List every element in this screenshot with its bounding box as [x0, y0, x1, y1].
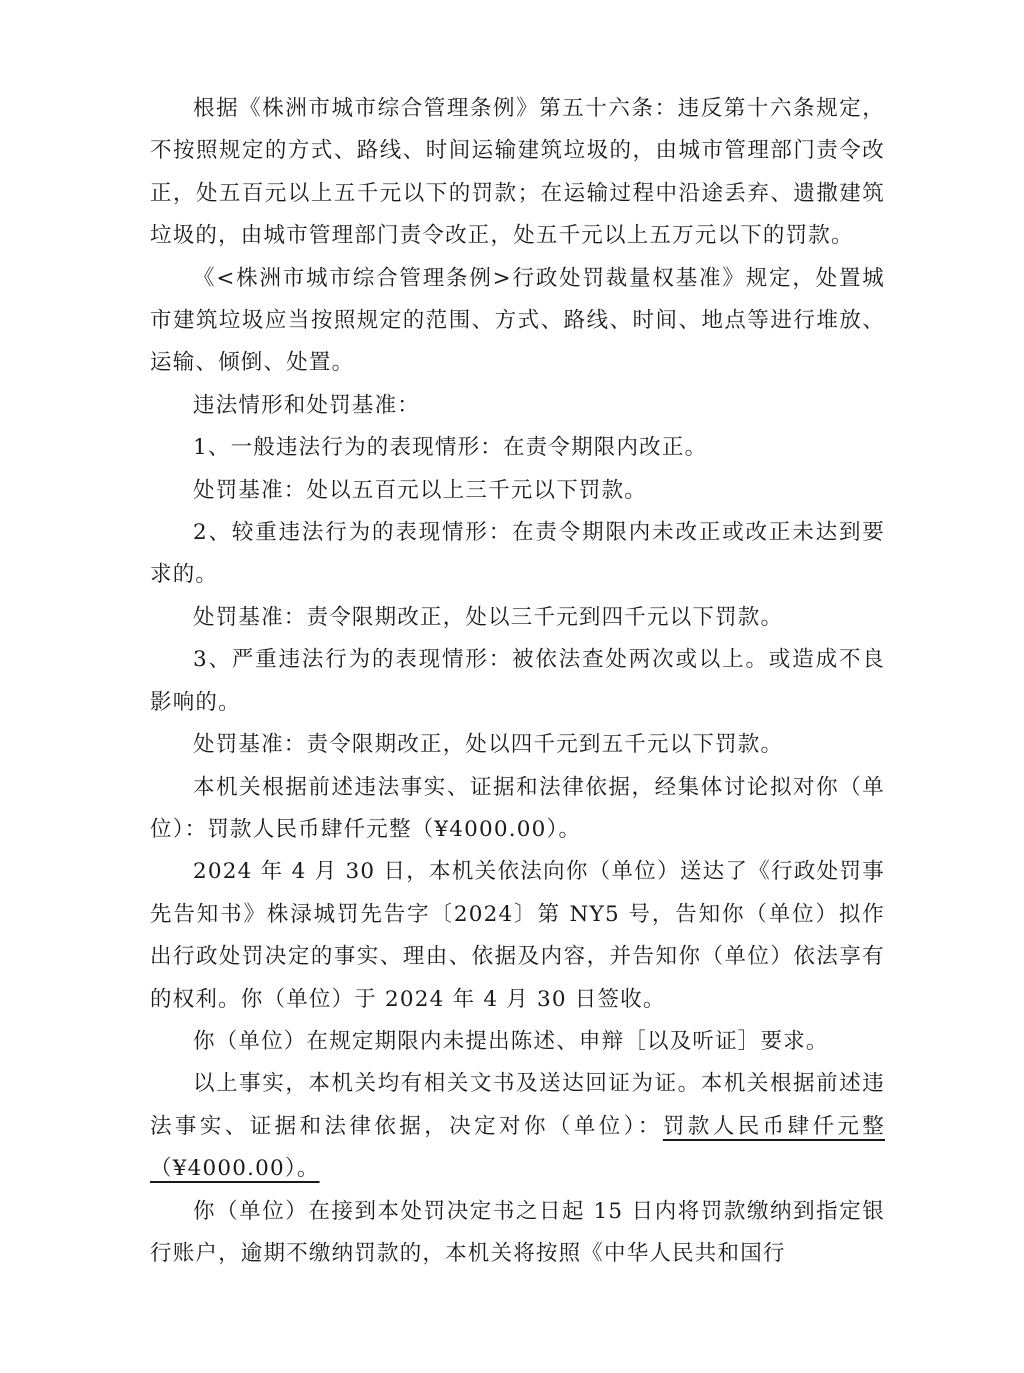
- decision-text: 以上事实，本机关均有相关文书及送达回证为证。本机关根据前述违法事实、证据和法律依据，决定对你（单位）：: [150, 1071, 885, 1139]
- document-body: [150, 88, 885, 1275]
- paragraph-violation-heading: 违法情形和处罚基准：: [193, 392, 421, 418]
- paragraph-serious-violation: 2、较重违法行为的表现情形：在责令期限内未改正或改正未达到要求的。: [150, 520, 885, 588]
- paragraph-general-penalty: 处罚基准：处以五百元以上三千元以下罚款。: [193, 477, 648, 503]
- paragraph-no-statement: 你（单位）在规定期限内未提出陈述、申辩［以及听证］要求。: [193, 1028, 829, 1054]
- paragraph-proposed-penalty: 本机关根据前述违法事实、证据和法律依据，经集体讨论拟对你（单位）：罚款人民币肆仟元整（¥4000.00）。: [150, 774, 885, 842]
- paragraph-legal-basis: 根据《株洲市城市综合管理条例》第五十六条：违反第十六条规定，不按照规定的方式、路线、时间运输建筑垃圾的，由城市管理部门责令改正，处五百元以上五千元以下的罚款；在运输过程中沿途丢弃、遗撒建筑垃圾的，由城市管理部门责令改正，处五千元以上五万元以下的罚款。: [150, 96, 885, 249]
- paragraph-notice-served: 2024 年 4 月 30 日，本机关依法向你（单位）送达了《行政处罚事先告知书》株渌城罚先告字〔2024〕第 NY5 号，告知你（单位）拟作出行政处罚决定的事实、理由、依据及内容，并告知你（单位）依法享有的权利。你（单位）于 2024 年 4 月 30 日签收。: [150, 859, 885, 1012]
- paragraph-serious-penalty: 处罚基准：责令限期改正，处以三千元到四千元以下罚款。: [193, 604, 784, 630]
- paragraph-severe-penalty: 处罚基准：责令限期改正，处以四千元到五千元以下罚款。: [193, 732, 784, 758]
- decision-penalty-underlined: 罚款人民币肆仟元整（¥4000.00）。: [150, 1113, 886, 1182]
- paragraph-payment-instructions: 你（单位）在接到本处罚决定书之日起 15 日内将罚款缴纳到指定银行账户，逾期不缴纳罚款的，本机关将按照《中华人民共和国行: [150, 1198, 885, 1266]
- paragraph-severe-violation: 3、严重违法行为的表现情形：被依法查处两次或以上。或造成不良影响的。: [150, 647, 885, 715]
- paragraph-discretion-standard: 《<株洲市城市综合管理条例>行政处罚裁量权基准》规定，处置城市建筑垃圾应当按照规定的范围、方式、路线、时间、地点等进行堆放、运输、倾倒、处置。: [150, 265, 885, 376]
- paragraph-decision: [150, 1063, 885, 1190]
- paragraph-general-violation: 1、一般违法行为的表现情形：在责令期限内改正。: [193, 435, 708, 461]
